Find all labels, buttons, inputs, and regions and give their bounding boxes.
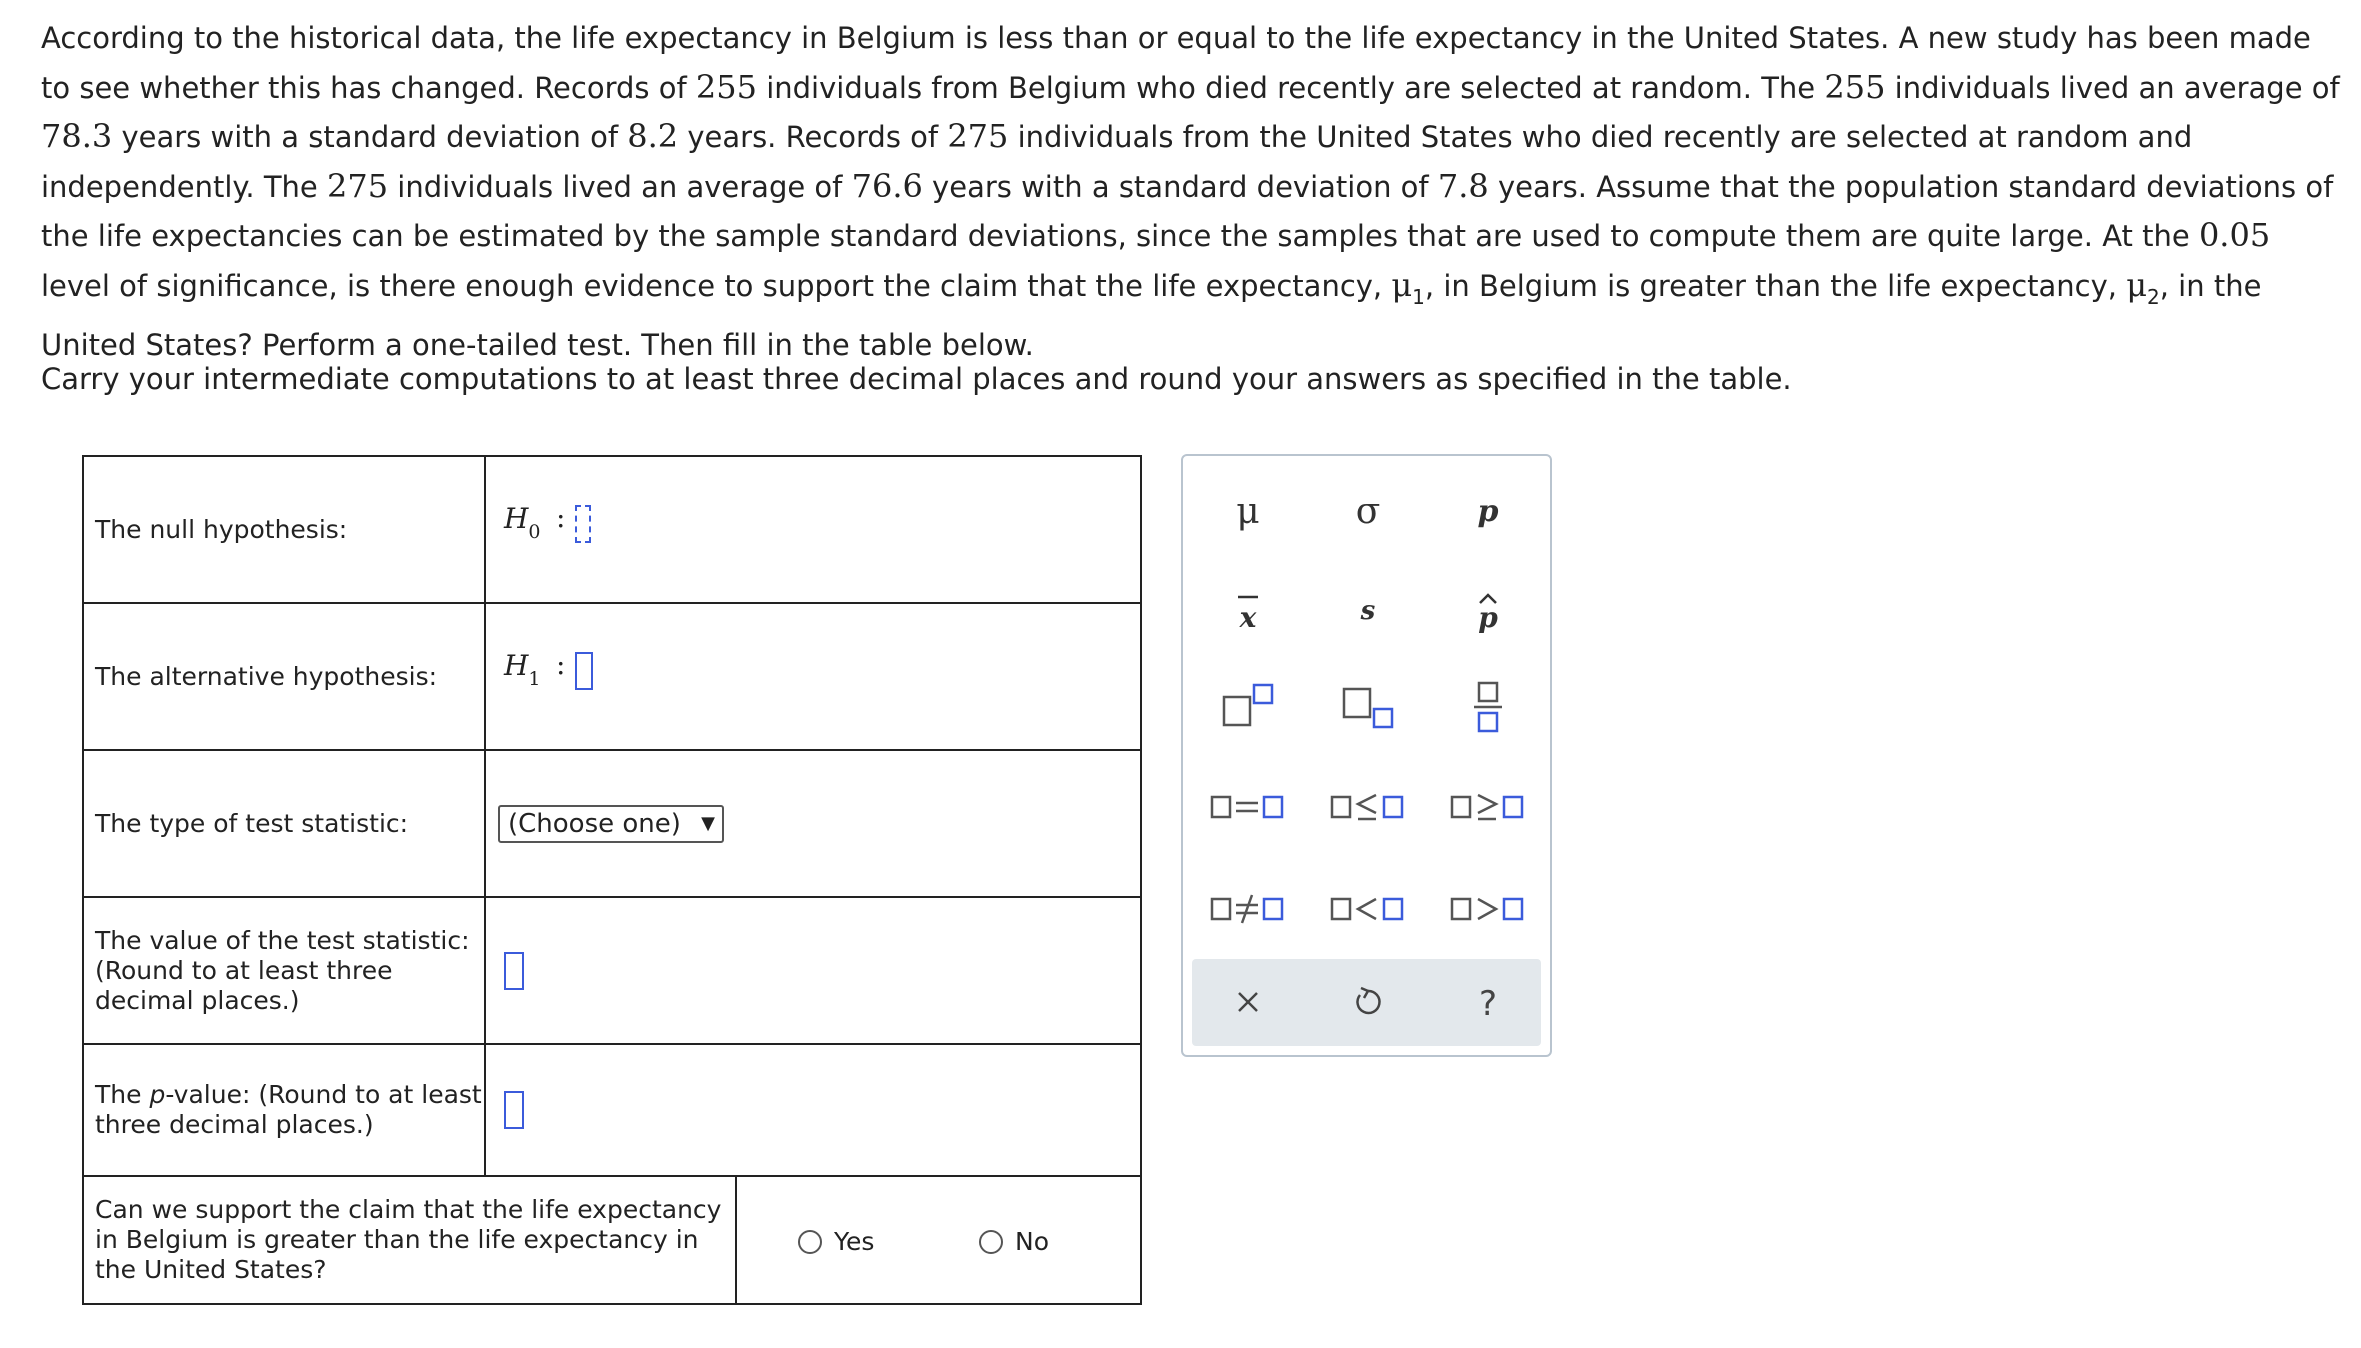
prompt-text: years with a standard deviation of [112,120,628,154]
p-button[interactable] [1433,476,1543,546]
test-type-select-value: (Choose one) [508,809,681,839]
symbol-palette [1181,454,1552,1057]
n2-value: 275 [327,166,389,205]
colon: : [556,648,566,681]
alt-hypothesis-cell [486,604,1140,749]
sd1-value: 8.2 [627,117,679,155]
equals-template-icon [1208,787,1288,827]
s-symbol: s [1360,596,1376,626]
h-subscript: 0 [528,521,541,543]
yes-radio[interactable] [798,1227,874,1256]
mu-symbol: μ [1391,265,1413,304]
chevron-down-icon: ▼ [701,813,715,834]
p-label-text: -value: (Round to at least three decimal places.) [95,1080,482,1139]
sigma-symbol: σ [1355,490,1381,532]
p-hat-symbol [1468,587,1508,635]
instructions-note: Carry your intermediate computations to at least three decimal places and round your answers as specified in the table. [41,362,1792,396]
less-equal-template-icon [1328,787,1408,827]
prompt-text: According to the historical data, the life expectancy in Belgium is less than or equal to the life expectancy in the United States. A new study has been made to see whether this has changed. Records of [41,21,2311,105]
undo-button[interactable] [1313,967,1423,1037]
p-value-cell [486,1045,1140,1175]
sigma-button[interactable] [1313,476,1423,546]
h0-symbol [504,502,541,543]
greater-equal-button[interactable] [1433,772,1543,842]
alt-hypothesis-label: The alternative hypothesis: [84,604,486,749]
p-label-text: The [95,1080,150,1109]
less-than-button[interactable] [1313,874,1423,944]
subscript-template-icon [1338,677,1398,737]
p-value-label [84,1045,486,1175]
p-hat-button[interactable] [1433,576,1543,646]
h-letter: H [504,649,529,682]
table-row [84,898,1140,1045]
clear-button[interactable] [1193,967,1303,1037]
prompt-text: , in Belgium is greater than the life expectancy, [1424,268,2127,303]
mu-subscript: 1 [1412,284,1425,309]
test-value-cell [486,898,1140,1043]
svg-text:?: ? [1478,984,1498,1021]
radio-circle-icon [979,1230,1003,1254]
not-equal-template-icon [1208,889,1288,929]
fraction-template-icon [1468,677,1508,737]
svg-text:x: x [1239,601,1257,633]
yes-label: Yes [834,1227,875,1256]
mu-subscript: 2 [2147,284,2160,309]
greater-than-template-icon [1448,889,1528,929]
null-hypothesis-input[interactable] [575,505,591,543]
greater-equal-template-icon [1448,787,1528,827]
x-bar-button[interactable] [1193,576,1303,646]
h-subscript: 1 [528,668,541,690]
mean2-value: 76.6 [851,166,923,205]
null-hypothesis-cell [486,457,1140,602]
less-equal-button[interactable] [1313,772,1423,842]
prompt-text: individuals from the United States who died recently are selected at random and independently. The [41,120,2193,204]
help-button[interactable] [1433,967,1543,1037]
alt-hypothesis-input[interactable] [575,652,593,690]
sd2-value: 7.8 [1437,166,1489,205]
equals-button[interactable] [1193,772,1303,842]
test-value-label: The value of the test statistic: (Round to at least three decimal places.) [84,898,486,1043]
prompt-text: , in the United States? Perform a one-tailed test. Then fill in the table below. [41,268,2262,362]
prompt-text: individuals lived an average of [388,169,852,204]
p-symbol: p [1477,493,1499,529]
no-radio[interactable] [979,1227,1049,1256]
test-type-select[interactable] [498,805,724,843]
test-type-cell [486,751,1140,896]
superscript-template-icon [1218,677,1278,737]
answer-table [82,455,1142,1305]
colon: : [556,501,566,534]
table-row [84,751,1140,898]
mu-symbol: μ [1236,490,1260,532]
question-prompt [41,14,2341,370]
claim-question-label: Can we support the claim that the life expectancy in Belgium is greater than the life expectancy in the United States? [84,1177,737,1303]
mu-symbol: μ [2126,265,2148,304]
test-value-input[interactable] [504,952,524,990]
radio-circle-icon [798,1230,822,1254]
s-button[interactable] [1313,576,1423,646]
table-row [84,1045,1140,1177]
mu-button[interactable] [1193,476,1303,546]
fraction-button[interactable] [1433,672,1543,742]
n2-value: 275 [947,117,1009,155]
mean1-value: 78.3 [41,117,113,155]
test-type-label: The type of test statistic: [84,751,486,896]
no-label: No [1015,1227,1049,1256]
undo-icon [1351,985,1385,1019]
svg-text:p: p [1478,601,1498,634]
alpha-value: 0.05 [2198,216,2271,254]
greater-than-button[interactable] [1433,874,1543,944]
n1-value: 255 [1824,67,1886,106]
prompt-text: years with a standard deviation of [922,169,1438,204]
table-row [84,457,1140,604]
prompt-text: years. Records of [678,120,948,154]
p-label-italic: p [149,1080,166,1109]
table-row [84,1177,1140,1303]
null-hypothesis-label: The null hypothesis: [84,457,486,602]
prompt-text: individuals lived an average of [1885,70,2340,105]
h1-symbol [504,649,541,690]
h-letter: H [504,502,529,535]
p-value-input[interactable] [504,1091,524,1129]
help-icon [1473,983,1503,1021]
prompt-text: level of significance, is there enough evidence to support the claim that the life expectancy, [41,268,1392,303]
x-bar-symbol [1228,589,1268,633]
n1-value: 255 [695,67,757,106]
less-than-template-icon [1328,889,1408,929]
superscript-button[interactable] [1193,672,1303,742]
prompt-text: individuals from Belgium who died recently are selected at random. The [756,70,1825,105]
not-equal-button[interactable] [1193,874,1303,944]
prompt-text: years. Assume that the population standard deviations of the life expectancies can be estimated by the sample standard deviations, since the samples that are used to compute them are quite large. At the [41,169,2334,253]
subscript-button[interactable] [1313,672,1423,742]
close-icon [1233,987,1263,1017]
table-row [84,604,1140,751]
